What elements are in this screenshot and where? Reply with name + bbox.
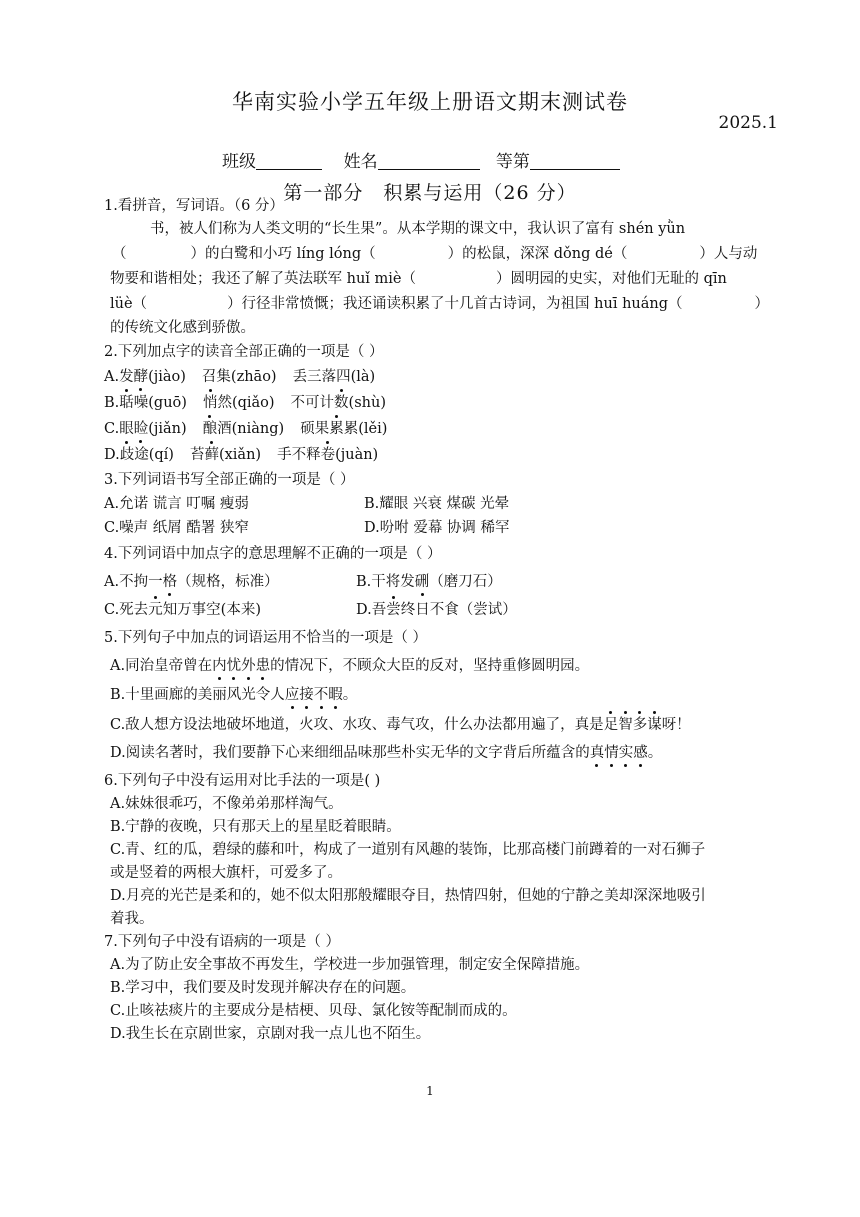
grade-blank[interactable] xyxy=(530,151,620,170)
q7-option-b: B.学习中，我们要及时发现并解决存在的问题。 xyxy=(110,980,416,996)
q4-option-c: C.死去元知万事空(本来) xyxy=(104,602,262,618)
q6-option-c-line2: 或是竖着的两根大旗杆，可爱多了。 xyxy=(110,865,342,881)
q2-option-c: C.眼睑(jiǎn) 酿酒(niàng) 硕果累累(lěi) xyxy=(104,421,388,437)
q7-option-d: D.我生长在京剧世家，京剧对我一点儿也不陌生。 xyxy=(110,1026,431,1042)
q1-heading: 1.看拼音，写词语。（6 分） xyxy=(104,198,284,214)
q5-option-a: A.同治皇帝曾在内忧外患的情况下，不顾众大臣的反对，坚持重修圆明园。 xyxy=(110,658,590,674)
q6-option-b: B.宁静的夜晚，只有那天上的星星眨着眼睛。 xyxy=(110,819,401,835)
q6-heading: 6.下列句子中没有运用对比手法的一项是( ) xyxy=(104,773,381,789)
q7-option-c: C.止咳祛痰片的主要成分是桔梗、贝母、氯化铵等配制而成的。 xyxy=(110,1003,517,1019)
exam-title: 华南实验小学五年级上册语文期末测试卷 xyxy=(232,90,628,114)
q4-option-b: B.干将发硎（磨刀石） xyxy=(356,574,502,590)
q5-option-c: C.敌人想方设法地破坏地道，火攻、水攻、毒气攻，什么办法都用遍了，真是足智多谋呀！ xyxy=(110,717,691,733)
q5-heading: 5.下列句子中加点的词语运用不恰当的一项是（ ） xyxy=(104,630,427,646)
q2-option-a: A.发酵(jiào) 召集(zhāo) 丢三落四(là) xyxy=(104,369,376,385)
q6-option-c-line1: C.青、红的瓜，碧绿的藤和叶，构成了一道别有风趣的装饰，比那高楼门前蹲着的一对石狮子 xyxy=(110,842,706,858)
student-info-row xyxy=(222,147,620,172)
q5-option-b: B.十里画廊的美丽风光令人应接不暇。 xyxy=(110,687,358,703)
q2-heading: 2.下列加点字的读音全部正确的一项是（ ） xyxy=(104,344,384,360)
q3-option-a: A.允诺 谎言 叮嘱 瘦弱 xyxy=(104,496,249,512)
q3-option-c: C.噪声 纸屑 酷署 狭窄 xyxy=(104,520,250,536)
q1-line-5: 的传统文化感到骄傲。 xyxy=(110,320,255,336)
grade-label: 等第 xyxy=(495,152,530,172)
q1-line-4: lüè（ ）行径非常愤慨；我还诵读积累了十几首古诗词，为祖国 huī huáng（ ） xyxy=(110,296,770,312)
q7-option-a: A.为了防止安全事故不再发生，学校进一步加强管理，制定安全保障措施。 xyxy=(110,957,590,973)
q4-option-a: A.不拘一格（规格，标准） xyxy=(104,574,279,590)
q1-line-1: 书，被人们称为人类文明的“长生果”。从本学期的课文中，我认识了富有 shén yǜn xyxy=(150,221,686,237)
q6-option-a: A.妹妹很乖巧，不像弟弟那样淘气。 xyxy=(110,796,343,812)
class-label: 班级 xyxy=(222,152,256,172)
q4-option-d: D.吾尝终日不食（尝试） xyxy=(356,602,517,618)
section-title: 积累与运用（26 分） xyxy=(383,182,577,204)
q2-option-d: D.歧途(qí) 苔藓(xiǎn) 手不释卷(juàn) xyxy=(104,447,379,463)
q6-option-d-line1: D.月亮的光芒是柔和的，她不似太阳那般耀眼夺目，热情四射，但她的宁静之美却深深地吸引 xyxy=(110,888,706,904)
section-label: 第一部分 xyxy=(283,182,364,204)
q3-option-b: B.耀眼 兴衰 煤碳 光晕 xyxy=(364,496,510,512)
q3-option-d: D.吩咐 爱幕 协调 稀罕 xyxy=(364,520,510,536)
q2-option-b: B.聒噪(guō) 悄然(qiǎo) 不可计数(shù) xyxy=(104,395,386,411)
q5-option-d: D.阅读名著时，我们要静下心来细细品味那些朴实无华的文字背后所蕴含的真情实感。 xyxy=(110,745,663,761)
class-blank[interactable] xyxy=(256,151,322,170)
q4-heading: 4.下列词语中加点字的意思理解不正确的一项是（ ） xyxy=(104,546,442,562)
name-blank[interactable] xyxy=(378,151,480,170)
page-number: 1 xyxy=(426,1084,434,1098)
q7-heading: 7.下列句子中没有语病的一项是（ ） xyxy=(104,934,340,950)
q6-option-d-line2: 着我。 xyxy=(110,911,154,927)
q3-heading: 3.下列词语书写全部正确的一项是（ ） xyxy=(104,472,355,488)
name-label: 姓名 xyxy=(343,152,378,172)
q1-line-3: 物要和谐相处；我还了解了英法联军 huǐ miè（ ）圆明园的史实，对他们无耻的 qīn xyxy=(110,271,727,287)
q1-line-2: （ ）的白鹭和小巧 líng lóng（ ）的松鼠，深深 dǒng dé（ ）人与动 xyxy=(112,246,758,262)
exam-date: 2025.1 xyxy=(718,113,778,133)
